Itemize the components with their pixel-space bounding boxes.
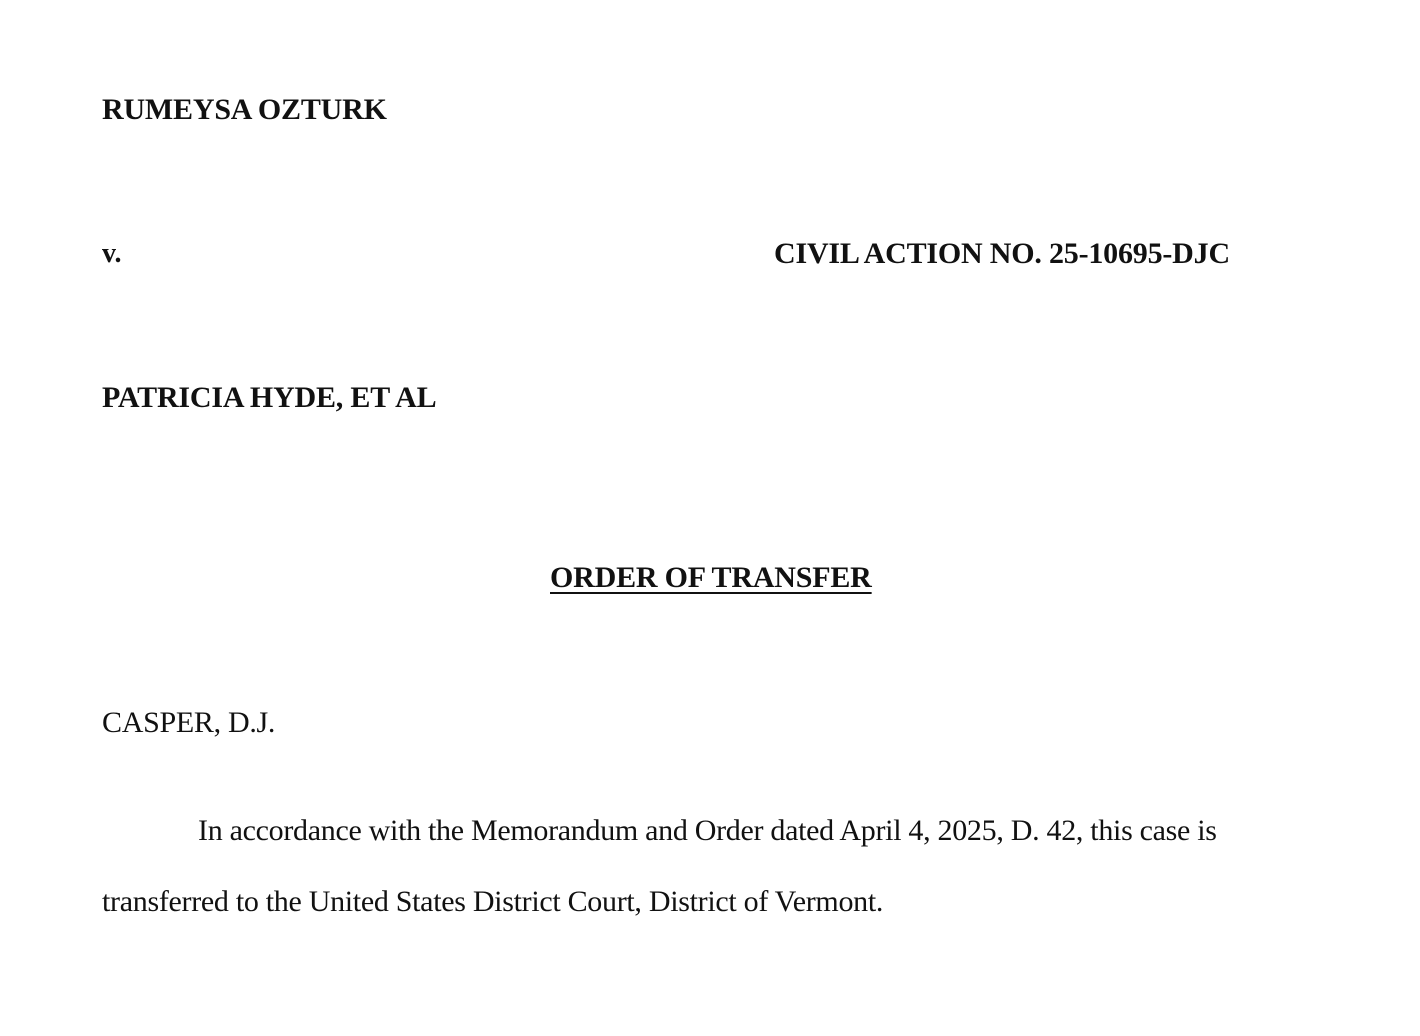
order-title: ORDER OF TRANSFER [550,561,872,594]
order-body-line-1: In accordance with the Memorandum and Order dated April 4, 2025, D. 42, this case is [198,814,1217,847]
plaintiff-name: RUMEYSA OZTURK [102,93,387,126]
judge-name: CASPER, D.J. [102,706,276,739]
order-body-line-2: transferred to the United States District Court, District of Vermont. [102,885,884,918]
civil-action-number: CIVIL ACTION NO. 25-10695-DJC [774,237,1230,270]
versus-label: v. [102,238,122,269]
defendant-name: PATRICIA HYDE, ET AL [102,381,437,414]
